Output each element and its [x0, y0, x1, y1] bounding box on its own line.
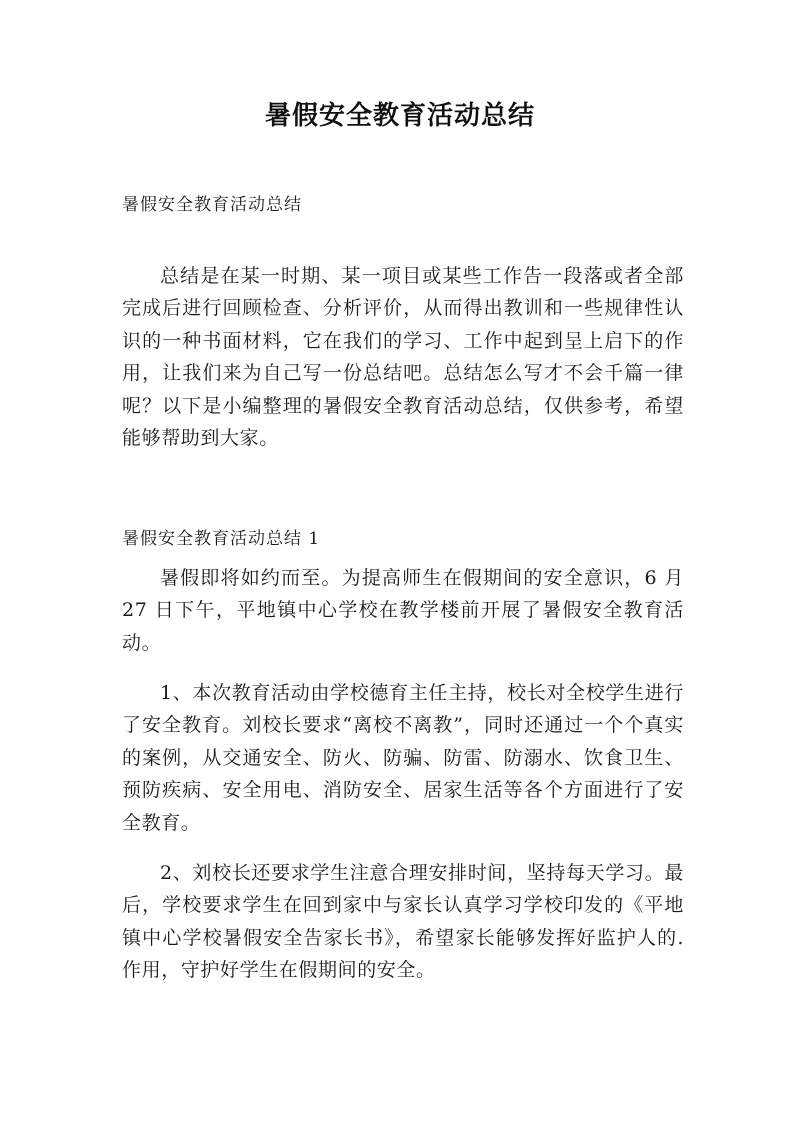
document-subtitle: 暑假安全教育活动总结 [122, 195, 302, 215]
document-title: 暑假安全教育活动总结 [264, 101, 535, 131]
section-heading: 暑假安全教育活动总结 1 [122, 529, 321, 549]
body-paragraph-2: 1、本次教育活动由学校德育主任主持，校长对全校学生进行了安全教育。刘校长要求“离校不离教”，同时还通过一个个真实的案例，从交通安全、防火、防骗、防雷、防溺水、饮食卫生、预防疾病、安全用电、消防安全、居家生活等各个方面进行了安全教育。 [122, 682, 684, 834]
intro-paragraph: 总结是在某一时期、某一项目或某些工作告一段落或者全部完成后进行回顾检查、分析评价，从而得出教训和一些规律性认识的一种书面材料，它在我们的学习、工作中起到呈上启下的作用，让我们来为自己写一份总结吧。总结怎么写才不会千篇一律呢？以下是小编整理的暑假安全教育活动总结，仅供参考，希望能够帮助到大家。 [122, 265, 684, 450]
body-paragraph-1: 暑假即将如约而至。为提高师生在假期间的安全意识，6 月 27 日下午，平地镇中心学校在教学楼前开展了暑假安全教育活动。 [122, 567, 684, 654]
body-paragraph-3: 2、刘校长还要求学生注意合理安排时间，坚持每天学习。最后，学校要求学生在回到家中与家长认真学习学校印发的《平地镇中心学校暑假安全告家长书》，希望家长能够发挥好监护人的.作用，守护好学生在假期间的安全。 [122, 862, 684, 982]
